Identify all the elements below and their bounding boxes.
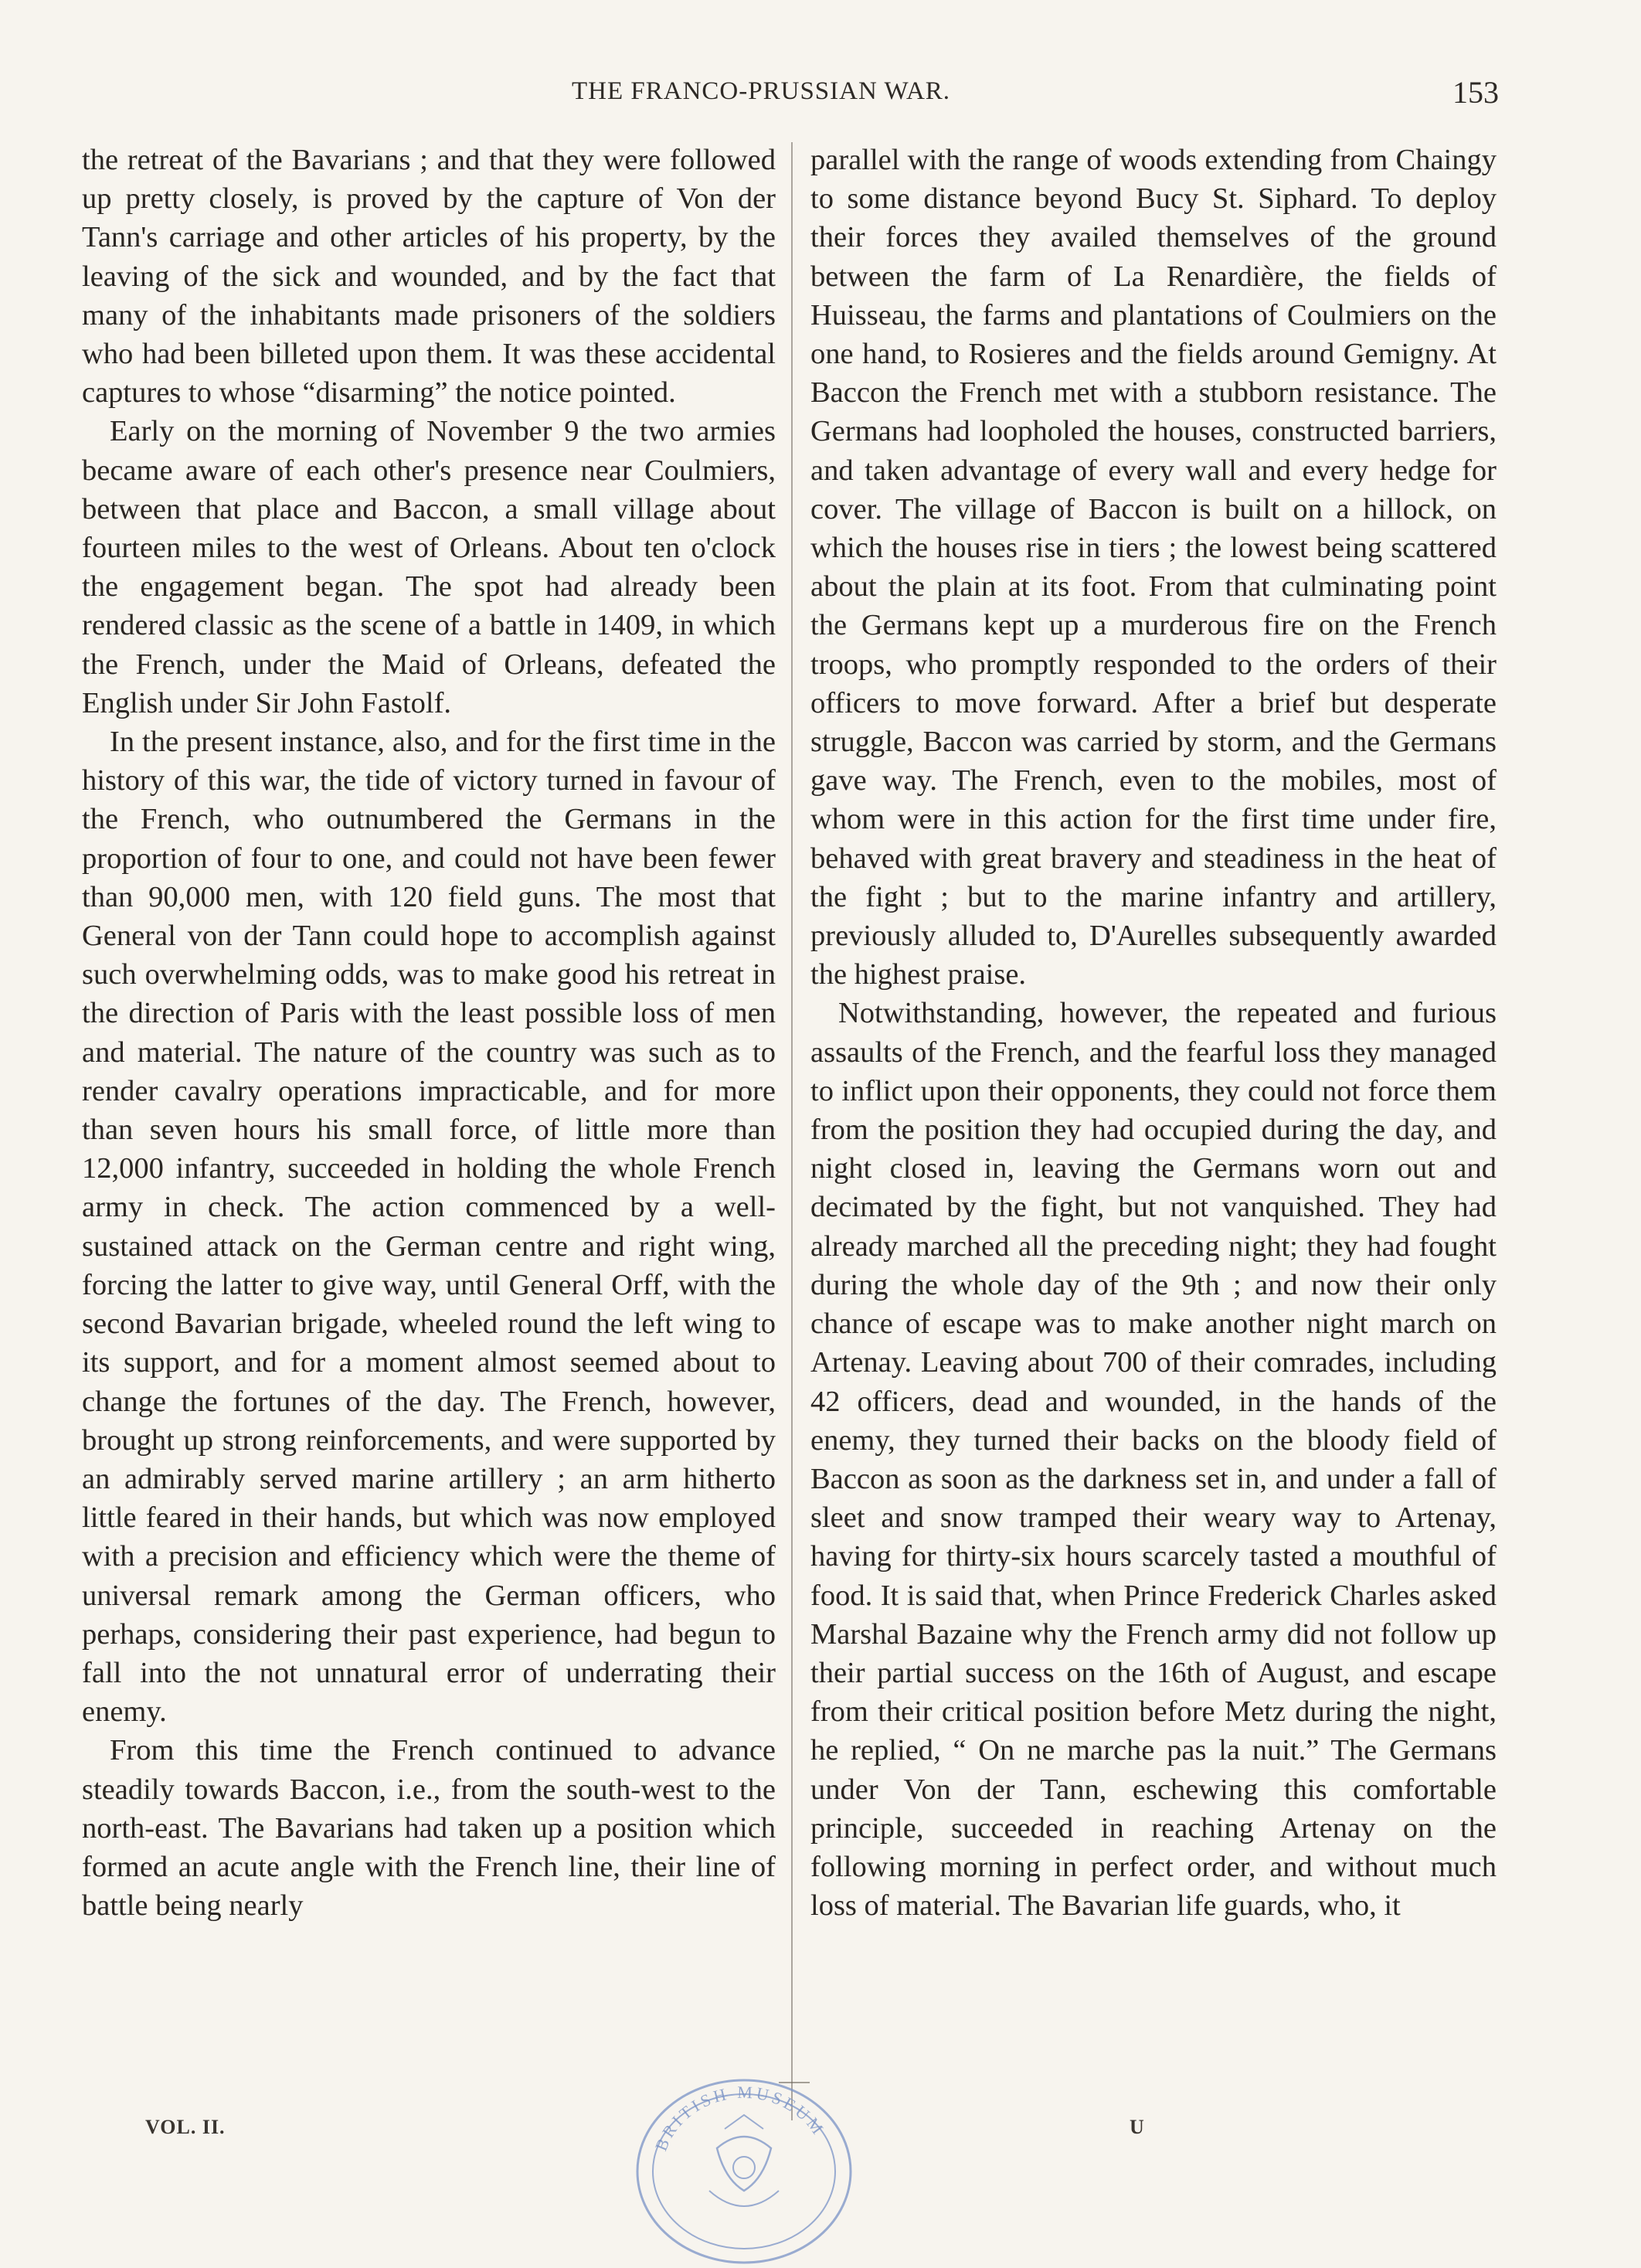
page-number: 153 — [1452, 75, 1499, 110]
left-column — [82, 141, 776, 2103]
running-head: THE FRANCO-PRUSSIAN WAR. — [572, 77, 951, 105]
column-divider — [791, 142, 793, 2120]
paragraph: Early on the morning of November 9 the two armies became aware of each other's presence near Coulmiers, between that place and Baccon, a small village about fourteen miles to the west of Orleans. About ten o'clock the engagement began. The spot had already been rendered classic as the scene of a battle in 1409, in which the French, under the Maid of Orleans, defeated the English under Sir John Fastolf. — [82, 415, 776, 719]
paragraph: parallel with the range of woods extending from Chaingy to some distance beyond Bucy St. Siphard. To deploy their forces they availed themselves of the ground between the farm of La Renardière, the fields of Huisseau, the farms and plantations of Coulmiers on the one hand, to Rosieres and the fields around Gemigny. At Baccon the French met with a stubborn resistance. The Germans had loopholed the houses, constructed barriers, and taken advantage of every wall and every hedge for cover. The village of Baccon is built on a hillock, on which the houses rise in tiers ; the lowest being scattered about the plain at its foot. From that culminating point the Germans kept up a murderous fire on the French troops, who promptly responded to the orders of their officers to move forward. After a brief but desperate struggle, Baccon was carried by storm, and the Germans gave way. The French, even to the mobiles, most of whom were in this action for the first time under fire, behaved with great bravery and steadiness in the heat of the fight ; but to the marine infantry and artillery, previously alluded to, D'Aurelles subsequently awarded the highest praise. — [810, 144, 1497, 991]
paragraph: Notwithstanding, however, the repeated and furious assaults of the French, and the fearful loss they managed to inflict upon their opponents, they could not force them from the position they had occupied during the day, and night closed in, leaving the Germans worn out and decimated by the fight, but not vanquished. They had already marched all the preceding night; they had fought during the whole day of the 9th ; and now their only chance of escape was to make another night march on Artenay. Leaving about 700 of their comrades, including 42 officers, dead and wounded, in the hands of the enemy, they turned their backs on the bloody field of Baccon as soon as the darkness set in, and under a fall of sleet and snow tramped their weary way to Artenay, having for thirty-six hours scarcely tasted a mouthful of food. It is said that, when Prince Frederick Charles asked Marshal Bazaine why the French army did not follow up their partial success on the 16th of August, and escape from their critical position before Metz during the night, he replied, “ On ne marche pas la nuit.” The Germans under Von der Tann, eschewing this comfortable principle, succeeded in reaching Artenay on the following morning in perfect order, and without much loss of material. The Bavarian life guards, who, it — [810, 997, 1497, 1923]
paragraph: From this time the French continued to advance steadily towards Baccon, i.e., from the south-west to the north-east. The Bavarians had taken up a position which formed an acute angle with the French line, their line of battle being nearly — [82, 1734, 776, 1923]
library-stamp-icon — [632, 2075, 856, 2268]
paragraph: the retreat of the Bavarians ; and that they were followed up pretty closely, is proved by the capture of Von der Tann's carriage and other articles of his property, by the leaving of the sick and wounded, and by the fact that many of the inhabitants made prisoners of the soldiers who had been billeted upon them. It was these accidental captures to whose “disarming” the notice pointed. — [82, 144, 776, 410]
volume-label: VOL. II. — [145, 2116, 226, 2138]
right-column — [810, 141, 1497, 2103]
stamp-text: BRITISH MUSEUM — [651, 2082, 830, 2154]
paragraph: In the present instance, also, and for the first time in the history of this war, the tide of victory turned in favour of the French, who outnumbered the Germans in the proportion of four to one, and could not have been fewer than 90,000 men, with 120 field guns. The most that General von der Tann could hope to accomplish against such overwhelming odds, was to make good his retreat in the direction of Paris with the least possible loss of men and material. The nature of the country was such as to render cavalry operations impracticable, and for more than seven hours his small force, of little more than 12,000 infantry, succeeded in holding the whole French army in check. The action commenced by a well-sustained attack on the German centre and right wing, forcing the latter to give way, until General Orff, with the second Bavarian brigade, wheeled round the left wing to its support, and for a moment almost seemed about to change the fortunes of the day. The French, however, brought up strong reinforcements, and were supported by an admirably served marine artillery ; an arm hitherto little feared in their hands, but which was now employed with a precision and efficiency which were the theme of universal remark among the German officers, who perhaps, considering their past experience, had begun to fall into the not unnatural error of underrating their enemy. — [82, 726, 776, 1729]
signature-mark: U — [1130, 2116, 1144, 2138]
